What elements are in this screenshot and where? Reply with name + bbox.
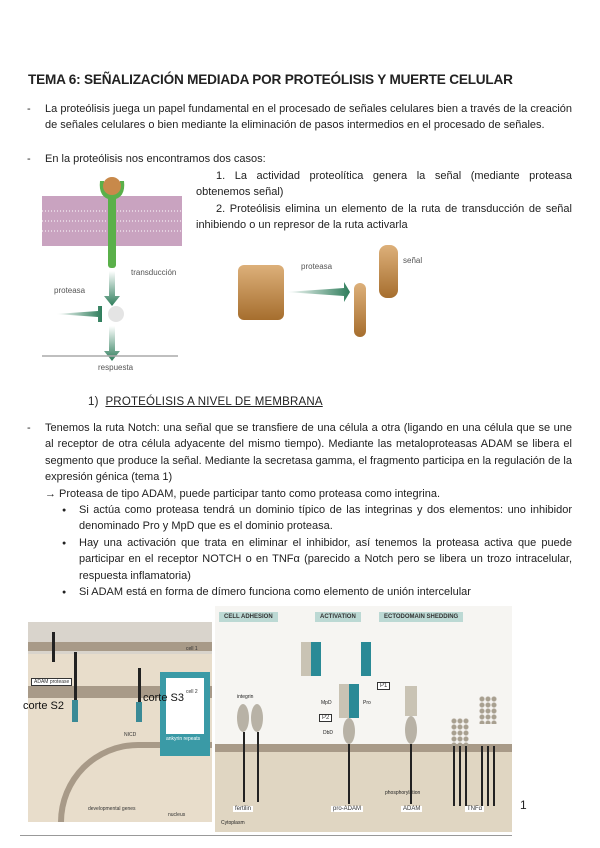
cell1-label: cell 1 xyxy=(186,646,198,652)
cytoplasm-label: Cytoplasm xyxy=(221,820,245,826)
integrin-label: integrin xyxy=(237,694,254,700)
bullet-item: ● Hay una activación que trata en eliminar el inhibidor, así tenemos la proteasa activa que puede participar en el receptor NOTCH o en TNFα (parecido a Notch pero se libera un trozo intracelular, respuesta inflamatoria) xyxy=(62,535,572,584)
signal-fragment xyxy=(379,245,398,298)
adam-label: ADAM xyxy=(403,806,421,812)
label-transduccion: transducción xyxy=(131,268,177,277)
caption-activation: ACTIVATION xyxy=(315,612,361,622)
cell2-label: cell 2 xyxy=(186,689,198,695)
caption-ectodomain-shedding: ECTODOMAIN SHEDDING xyxy=(379,612,463,622)
section-heading xyxy=(88,396,323,408)
signal-generation-figure xyxy=(232,240,402,340)
nicd-label: NICD xyxy=(124,732,137,738)
page-number: 1 xyxy=(520,798,527,812)
p1-label: P1 xyxy=(377,682,390,690)
case-2: 2. Proteólisis elimina un elemento de la ruta de transducción de señal inhibiendo o un represor de la ruta activarla xyxy=(196,203,572,232)
intro-text: La proteólisis juega un papel fundamental en el procesado de señales celulares bien a través de la creación de señales celulares o bien mediante la eliminación de pasos intermedios en el procesado de señales. xyxy=(45,103,572,132)
pro-adam-label: pro-ADAM xyxy=(333,806,362,812)
notch-pathway-figure xyxy=(28,622,212,822)
dbd-label: DbD xyxy=(323,730,334,736)
intro-text: En la proteólisis nos encontramos dos casos: xyxy=(45,153,266,165)
fertilin-label: fertilin xyxy=(235,806,252,812)
mpd-label: MpD xyxy=(321,700,332,706)
intro-item: - En la proteólisis nos encontramos dos casos: xyxy=(27,153,266,165)
intro-item: - La proteólisis juega un papel fundamental en el procesado de señales celulares bien a través de la creación de señales celulares o bien mediante la eliminación de pasos intermedios en el procesado de señales. xyxy=(27,103,572,132)
p2-label: P2 xyxy=(319,714,332,722)
bullet-item: ● Si actúa como proteasa tendrá un dominio típico de las integrinas y dos elementos: uno inhibidor denominado Pro y MpD que es el dominio proteasa. xyxy=(62,502,572,535)
ligand xyxy=(103,177,121,195)
label-proteasa-2: proteasa xyxy=(301,262,333,271)
notch-paragraph: - Tenemos la ruta Notch: una señal que se transfiere de una célula a otra (ligando en una célula que se une al receptor de otra célula adyacente del mismo tiempo). Mediante las metaloproteasas ADAM se libera el segmento que produce la señal. Mediante la secretasa gamma, el fragmento participa en la regulación de la expresión génica (tema 1) xyxy=(27,422,572,484)
case-1: 1. La actividad proteolítica genera la señal (mediante proteasa obtenemos señal) xyxy=(196,170,572,199)
caption-cell-adhesion: CELL ADHESION xyxy=(219,612,278,622)
cell1-membrane xyxy=(28,642,212,651)
fragment xyxy=(354,283,366,337)
label-senal: señal xyxy=(403,256,423,265)
label-proteasa: proteasa xyxy=(54,286,86,295)
genes-label: developmental genes xyxy=(88,806,136,812)
section-number: 1) xyxy=(88,396,99,408)
nucleus-label: nucleus xyxy=(168,812,186,818)
footer-divider xyxy=(20,835,512,836)
section-title: PROTEÓLISIS A NIVEL DE MEMBRANA xyxy=(105,396,323,408)
bullet-item: ● Si ADAM está en forma de dímero funciona como elemento de unión intercelular xyxy=(62,584,572,600)
intermediate xyxy=(108,306,124,322)
ankyrin-label: ankyrin repeats xyxy=(166,736,201,742)
page-title: TEMA 6: SEÑALIZACIÓN MEDIADA POR PROTEÓLISIS Y MUERTE CELULAR xyxy=(28,72,513,87)
tnf-label: TNFα xyxy=(467,806,483,812)
adam-bullets xyxy=(62,502,572,600)
adam-label: ADAM protease xyxy=(31,678,72,686)
corte-s3-label: corte S3 xyxy=(143,692,184,704)
phosphorylation-label: phosphorylation xyxy=(385,790,421,796)
adam-functions-figure xyxy=(215,606,512,832)
adam-line: → Proteasa de tipo ADAM, puede participar tanto como proteasa como integrina. xyxy=(45,488,440,500)
label-respuesta: respuesta xyxy=(98,363,134,372)
pro-label: Pro xyxy=(363,700,371,706)
receptor xyxy=(108,196,116,268)
notch-text: Tenemos la ruta Notch: una señal que se transfiere de una célula a otra (ligando en una célula que se une al receptor de otra célula adyacente del mismo tiempo). Mediante las metaloproteasas ADAM se libera el segmento que produce la señal. Mediante la secretasa gamma, el fragmento participa en la regulación de la expresión génica (tema 1) xyxy=(45,422,572,484)
corte-s2-label: corte S2 xyxy=(23,700,64,712)
precursor xyxy=(238,265,284,320)
